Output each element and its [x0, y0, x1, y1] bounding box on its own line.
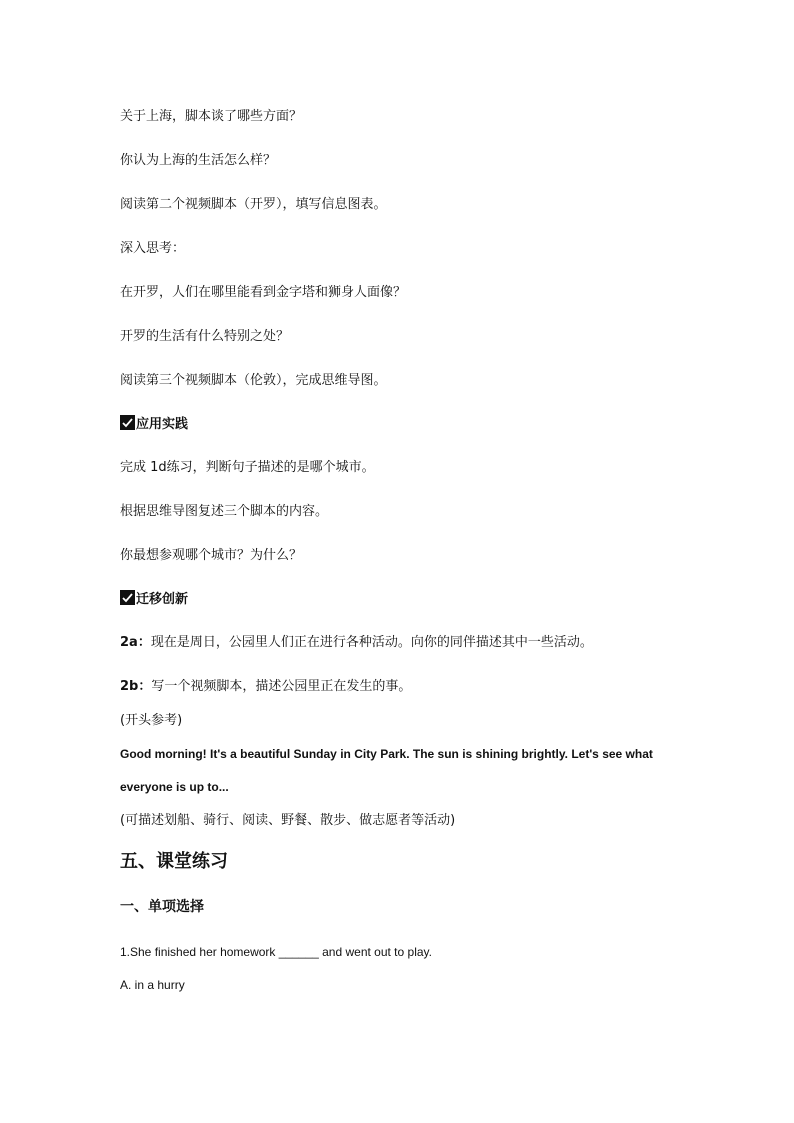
opening-reference: (开头参考) — [120, 713, 183, 728]
section-transfer-heading — [120, 590, 188, 609]
section-transfer-label: 迁移创新 — [136, 592, 189, 607]
english-sample-line-1: Good morning! It's a beautiful Sunday in City Park. The sun is shining brightly. Let's see what — [120, 747, 653, 761]
task-2b — [120, 678, 411, 696]
text-line-1: 关于上海，脚本谈了哪些方面？ — [120, 109, 303, 124]
text-line-2: 你认为上海的生活怎么样？ — [120, 153, 277, 168]
task-2a-label: 2a： — [120, 635, 151, 650]
heading-classroom-practice: 五、课堂练习 — [120, 851, 228, 872]
section-apply-heading — [120, 415, 188, 434]
task-2a-text: 现在是周日，公园里人们正在进行各种活动。向你的同伴描述其中一些活动。 — [150, 635, 593, 650]
text-line-5: 在开罗，人们在哪里能看到金字塔和狮身人面像？ — [120, 285, 407, 300]
task-2b-label: 2b： — [120, 679, 152, 694]
checkbox-checked-icon — [120, 415, 135, 430]
question-1: 1.She finished her homework ______ and went out to play. — [120, 945, 432, 959]
english-sample-line-2: everyone is up to... — [120, 780, 229, 794]
task-2b-text: 写一个视频脚本，描述公园里正在发生的事。 — [151, 679, 412, 694]
heading-single-choice: 一、单项选择 — [120, 899, 204, 915]
task-2a — [120, 634, 593, 652]
apply-line-3: 你最想参观哪个城市？为什么？ — [120, 548, 303, 563]
text-line-3: 阅读第二个视频脚本（开罗），填写信息图表。 — [120, 197, 387, 212]
text-line-7: 阅读第三个视频脚本（伦敦），完成思维导图。 — [120, 373, 387, 388]
text-line-4: 深入思考： — [120, 241, 186, 256]
section-apply-label: 应用实践 — [136, 417, 189, 432]
activities-note: (可描述划船、骑行、阅读、野餐、散步、做志愿者等活动) — [120, 813, 456, 828]
text-line-6: 开罗的生活有什么特别之处？ — [120, 329, 290, 344]
apply-line-1: 完成 1d练习，判断句子描述的是哪个城市。 — [120, 460, 375, 475]
question-1-option-a: A. in a hurry — [120, 978, 185, 992]
apply-line-2: 根据思维导图复述三个脚本的内容。 — [120, 504, 329, 519]
checkbox-checked-icon — [120, 590, 135, 605]
